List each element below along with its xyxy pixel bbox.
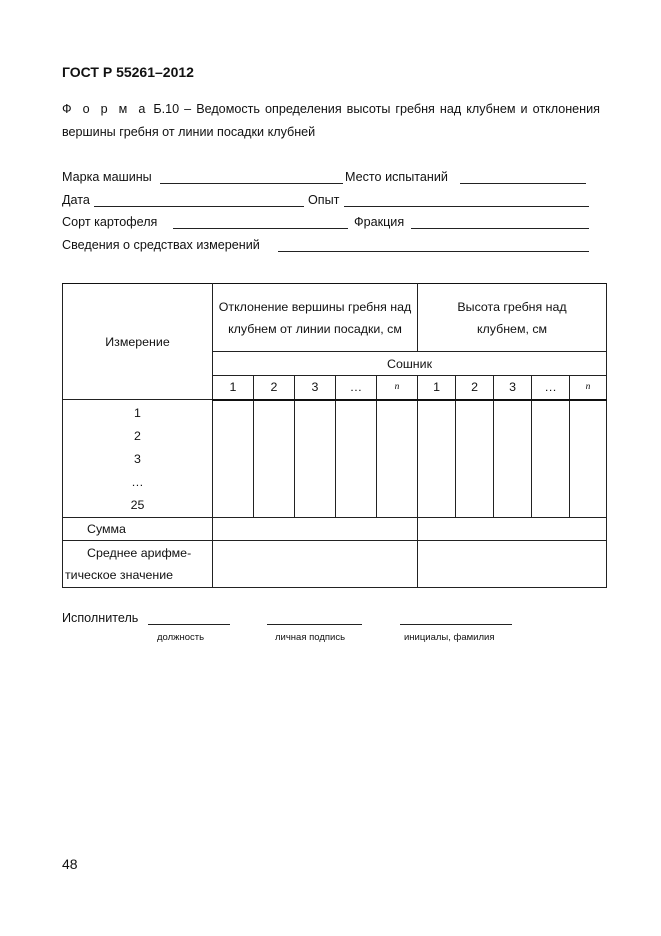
mean-label-line-2: тическое значение (65, 568, 174, 582)
measurement-number: 1 (134, 406, 141, 420)
coulter-col-1: 1 (418, 376, 456, 400)
table-sum-row (63, 518, 607, 541)
mean-label (63, 541, 213, 588)
field-machine-brand-line[interactable] (160, 183, 343, 184)
mean-deviation-cell[interactable] (213, 541, 418, 588)
data-cell[interactable] (377, 400, 418, 518)
coulter-col-ellipsis: … (336, 376, 377, 400)
col-header-deviation: Отклонение вершины гребня над клубнем от линии посадки, см (213, 284, 418, 352)
measurement-number: 3 (134, 452, 141, 466)
performer-label: Исполнитель (62, 611, 139, 625)
data-cell[interactable] (456, 400, 494, 518)
measurement-number: 25 (130, 498, 145, 512)
field-experiment-label: Опыт (308, 193, 340, 207)
field-machine-brand-label: Марка машины (62, 170, 152, 184)
field-test-site-line[interactable] (460, 183, 586, 184)
signature-caption: личная подпись (275, 632, 346, 643)
measurement-number: … (131, 475, 144, 489)
data-cell[interactable] (570, 400, 607, 518)
table-mean-row (63, 541, 607, 588)
sum-height-cell[interactable] (418, 518, 607, 541)
sum-deviation-cell[interactable] (213, 518, 418, 541)
coulter-col-3: 3 (295, 376, 336, 400)
form-caption (62, 98, 600, 144)
coulter-col-n: n (377, 376, 418, 400)
field-test-site-label: Место испытаний (345, 170, 448, 184)
name-caption: инициалы, фамилия (404, 632, 495, 643)
field-instruments-line[interactable] (278, 251, 589, 252)
field-date-label: Дата (62, 193, 90, 207)
col-header-height: Высота гребня над клубнем, см (418, 284, 607, 352)
data-cell[interactable] (494, 400, 532, 518)
field-date-line[interactable] (94, 206, 304, 207)
form-title: – Ведомость определения высоты гребня над клубнем и отклонения вершины гребня от линии посадки клубней (62, 102, 600, 139)
mean-height-cell[interactable] (418, 541, 607, 588)
table-header-row (63, 284, 607, 352)
coulter-col-ellipsis: … (532, 376, 570, 400)
measurement-numbers (63, 400, 213, 518)
field-experiment-line[interactable] (344, 206, 589, 207)
field-potato-variety-line[interactable] (173, 228, 348, 229)
page-number: 48 (62, 856, 78, 872)
data-cell[interactable] (295, 400, 336, 518)
data-cell[interactable] (336, 400, 377, 518)
data-cell[interactable] (213, 400, 254, 518)
signature-line[interactable] (267, 624, 362, 625)
field-instruments-label: Сведения о средствах измерений (62, 238, 260, 252)
field-potato-variety-label: Сорт картофеля (62, 215, 158, 229)
coulter-col-2: 2 (254, 376, 295, 400)
data-cell[interactable] (254, 400, 295, 518)
form-word: Ф о р м а (62, 102, 149, 116)
form-number: Б.10 (153, 102, 180, 116)
measurement-number: 2 (134, 429, 141, 443)
coulter-col-n: n (570, 376, 607, 400)
coulter-col-1: 1 (213, 376, 254, 400)
position-caption: должность (157, 632, 205, 643)
field-fraction-label: Фракция (354, 215, 405, 229)
measurement-table (62, 283, 607, 588)
coulter-col-2: 2 (456, 376, 494, 400)
field-fraction-line[interactable] (411, 228, 589, 229)
coulter-col-3: 3 (494, 376, 532, 400)
position-line[interactable] (148, 624, 230, 625)
subheader-coulter: Сошник (213, 352, 607, 376)
mean-label-line-1: Среднее арифме- (87, 546, 192, 560)
sum-label: Сумма (63, 518, 213, 541)
data-cell[interactable] (532, 400, 570, 518)
table-data-row (63, 400, 607, 518)
col-header-measurement: Измерение (63, 284, 213, 400)
name-line[interactable] (400, 624, 512, 625)
document-header: ГОСТ Р 55261–2012 (62, 64, 194, 80)
data-cell[interactable] (418, 400, 456, 518)
